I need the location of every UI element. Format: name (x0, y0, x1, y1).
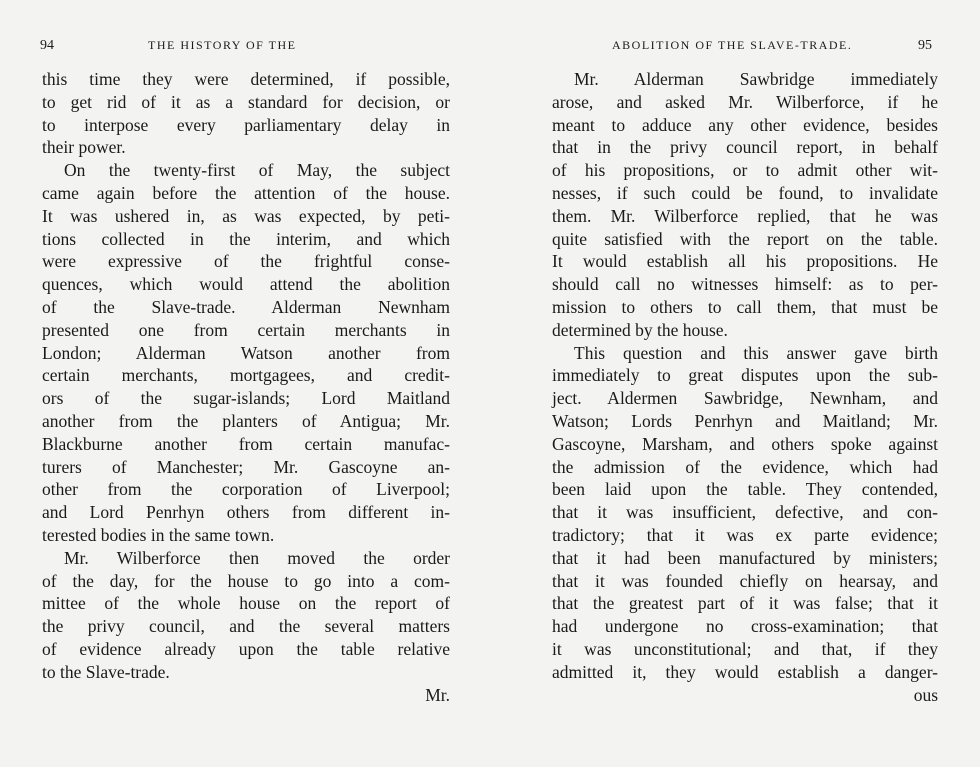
text-line: should call no witnesses himself: as to per- (552, 274, 938, 295)
text-line: immediately to great disputes upon the sub- (552, 365, 938, 386)
text-line: to interpose every parliamentary delay in (42, 114, 450, 135)
text-line: and Lord Penrhyn others from different in- (42, 502, 450, 523)
text-line: presented one from certain merchants in (42, 319, 450, 340)
text-line: that it was founded chiefly on hearsay, and (552, 570, 938, 591)
text-line: of the Slave-trade. Alderman Newnham (42, 296, 450, 317)
text-line: to get rid of it as a standard for decision, or (42, 91, 450, 112)
text-line: their power. (42, 137, 126, 158)
text-line: It was ushered in, as was expected, by peti- (42, 205, 450, 226)
catchword: ous (913, 684, 938, 705)
text-line: determined by the house. (552, 319, 728, 340)
right-running-head: ABOLITION OF THE SLAVE-TRADE. (612, 38, 853, 52)
text-line: had undergone no cross-examination; that (552, 616, 938, 637)
text-line: that in the privy council report, in behalf (552, 137, 938, 158)
text-line: came again before the attention of the house. (42, 182, 450, 203)
text-line: Mr. Alderman Sawbridge immediately (574, 69, 938, 89)
text-line: Watson; Lords Penrhyn and Maitland; Mr. (552, 410, 938, 431)
text-line: nesses, if such could be found, to invalidate (552, 182, 938, 203)
text-line: it was unconstitutional; and that, if they (552, 638, 938, 659)
text-line: On the twenty-first of May, the subject (64, 160, 450, 181)
text-line: the privy council, and the several matters (42, 616, 450, 637)
text-line: that the greatest part of it was false; that it (552, 593, 938, 614)
left-running-head: THE HISTORY OF THE (148, 38, 297, 52)
text-line: to the Slave-trade. (42, 661, 170, 682)
text-line: admitted it, they would establish a danger- (552, 661, 938, 682)
text-line: another from the planters of Antigua; Mr. (42, 410, 450, 431)
text-line: certain merchants, mortgagees, and credit- (42, 365, 450, 386)
text-line: ject. Aldermen Sawbridge, Newnham, and (552, 388, 938, 409)
text-line: them. Mr. Wilberforce replied, that he was (552, 205, 938, 226)
text-line: been laid upon the table. They contended, (552, 479, 938, 500)
text-line: this time they were determined, if possible, (42, 69, 450, 89)
text-line: Blackburne another from certain manufac- (42, 433, 450, 454)
text-line: were expressive of the frightful conse- (42, 251, 450, 272)
text-line: other from the corporation of Liverpool; (42, 479, 450, 500)
text-line: quences, which would attend the abolition (42, 274, 450, 295)
text-line: ors of the sugar-islands; Lord Maitland (42, 388, 450, 409)
text-line: of the day, for the house to go into a com- (42, 570, 450, 591)
catchword: Mr. (425, 684, 450, 705)
text-line: the admission of the evidence, which had (552, 456, 938, 477)
right-folio: 95 (918, 38, 932, 53)
text-line: tions collected in the interim, and which (42, 228, 450, 249)
text-line: of evidence already upon the table relative (42, 638, 450, 659)
right-page (490, 0, 980, 767)
text-line: of his propositions, or to admit other wit- (552, 160, 938, 181)
text-line: that it had been manufactured by ministers; (552, 547, 938, 568)
text-line: arose, and asked Mr. Wilberforce, if he (552, 91, 938, 112)
left-text-column (42, 68, 450, 706)
text-line: quite satisfied with the report on the table. (552, 228, 938, 249)
text-line: London; Alderman Watson another from (42, 342, 450, 363)
text-line: tradictory; that it was ex parte evidence; (552, 524, 938, 545)
text-line: terested bodies in the same town. (42, 524, 275, 545)
text-line: meant to adduce any other evidence, besides (552, 114, 938, 135)
text-line: turers of Manchester; Mr. Gascoyne an- (42, 456, 450, 477)
text-line: Mr. Wilberforce then moved the order (64, 547, 450, 568)
right-text-column (552, 68, 938, 706)
text-line: This question and this answer gave birth (574, 342, 938, 363)
left-folio: 94 (40, 38, 54, 53)
text-line: mittee of the whole house on the report of (42, 593, 450, 614)
text-line: It would establish all his propositions. He (552, 251, 938, 272)
text-line: that it was insufficient, defective, and con- (552, 502, 938, 523)
text-line: mission to others to call them, that must be (552, 296, 938, 317)
text-line: Gascoyne, Marsham, and others spoke against (552, 433, 938, 454)
